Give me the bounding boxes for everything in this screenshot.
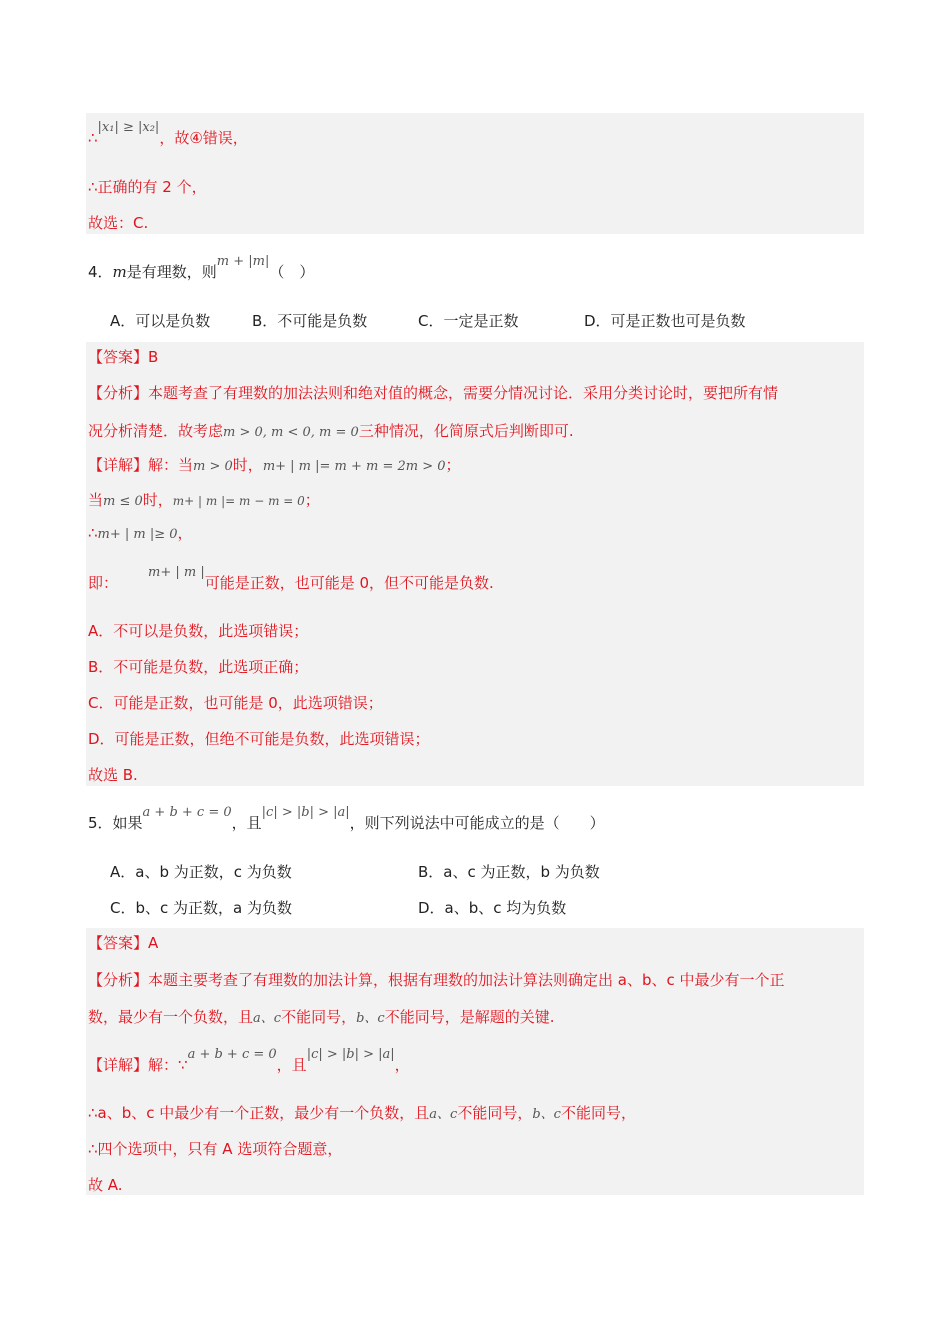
q4-expr: m + |m|: [216, 254, 270, 269]
q4-eval-a: A．不可以是负数，此选项错误；: [88, 622, 309, 640]
q4-stem: 4．m是有理数，则m + |m|（ ）: [88, 254, 315, 281]
q4-solution-block: [86, 342, 864, 786]
q5-option-d: D．a、b、c 均为负数: [418, 899, 567, 917]
q4-eval-b: B．不可能是负数，此选项正确；: [88, 658, 309, 676]
q5-stem: 5．如果a + b + c = 0，且|c| > |b| > |a|，则下列说法中可能成立的是（ ）: [88, 805, 605, 832]
q4-analysis-1: 【分析】本题考查了有理数的加法法则和绝对值的概念，需要分情况讨论．采用分类讨论时，要把所有情: [88, 384, 779, 402]
q5-detail-1: 【详解】解：∵a + b + c = 0，且|c| > |b| > |a|，: [88, 1047, 410, 1074]
q4-detail-3: ∴m+ | m |≥ 0，: [88, 524, 193, 542]
prev-line-2: ∴正确的有 2 个，: [88, 178, 207, 196]
q4-answer: 【答案】B: [88, 348, 159, 366]
q5-final: 故 A.: [88, 1176, 123, 1194]
q5-detail-3: ∴四个选项中，只有 A 选项符合题意，: [88, 1140, 343, 1158]
q4-eval-c: C．可能是正数，也可能是 0，此选项错误；: [88, 694, 383, 712]
q5-option-a: A．a、b 为正数，c 为负数: [110, 863, 292, 881]
q4-eval-d: D．可能是正数，但绝不可能是负数，此选项错误；: [88, 730, 430, 748]
q5-option-c: C．b、c 为正数，a 为负数: [110, 899, 292, 917]
q4-option-a: A．可以是负数: [110, 312, 211, 330]
q4-option-b: B．不可能是负数: [252, 312, 368, 330]
q4-final: 故选 B.: [88, 766, 138, 784]
q5-answer: 【答案】A: [88, 934, 159, 952]
q4-detail-4: 即：m+ | m |可能是正数，也可能是 0，但不可能是负数.: [88, 565, 494, 592]
q4-detail-2: 当m ≤ 0时，m+ | m |= m − m = 0；: [88, 491, 320, 509]
q4-option-c: C．一定是正数: [418, 312, 519, 330]
q4-detail-1: 【详解】解：当m > 0时，m+ | m |= m + m = 2m > 0；: [88, 456, 461, 474]
q5-detail-2: ∴a、b、c 中最少有一个正数，最少有一个负数，且a、c不能同号，b、c不能同号，: [88, 1104, 636, 1122]
q5-option-b: B．a、c 为正数，b 为负数: [418, 863, 600, 881]
prev-line-1: ∴|x₁| ≥ |x₂|，故④错误，: [88, 120, 248, 147]
prev-math: |x₁| ≥ |x₂|: [97, 120, 160, 135]
q5-analysis-2: 数，最少有一个负数，且a、c不能同号，b、c不能同号，是解题的关键.: [88, 1008, 555, 1026]
q4-analysis-2: 况分析清楚．故考虑m > 0, m < 0, m = 0三种情况，化简原式后判断即可.: [88, 422, 574, 440]
q4-option-d: D．可是正数也可是负数: [584, 312, 746, 330]
prev-line-3: 故选：C.: [88, 214, 149, 232]
q5-analysis-1: 【分析】本题主要考查了有理数的加法计算，根据有理数的加法计算法则确定出 a、b、c 中最少有一个正: [88, 971, 785, 989]
